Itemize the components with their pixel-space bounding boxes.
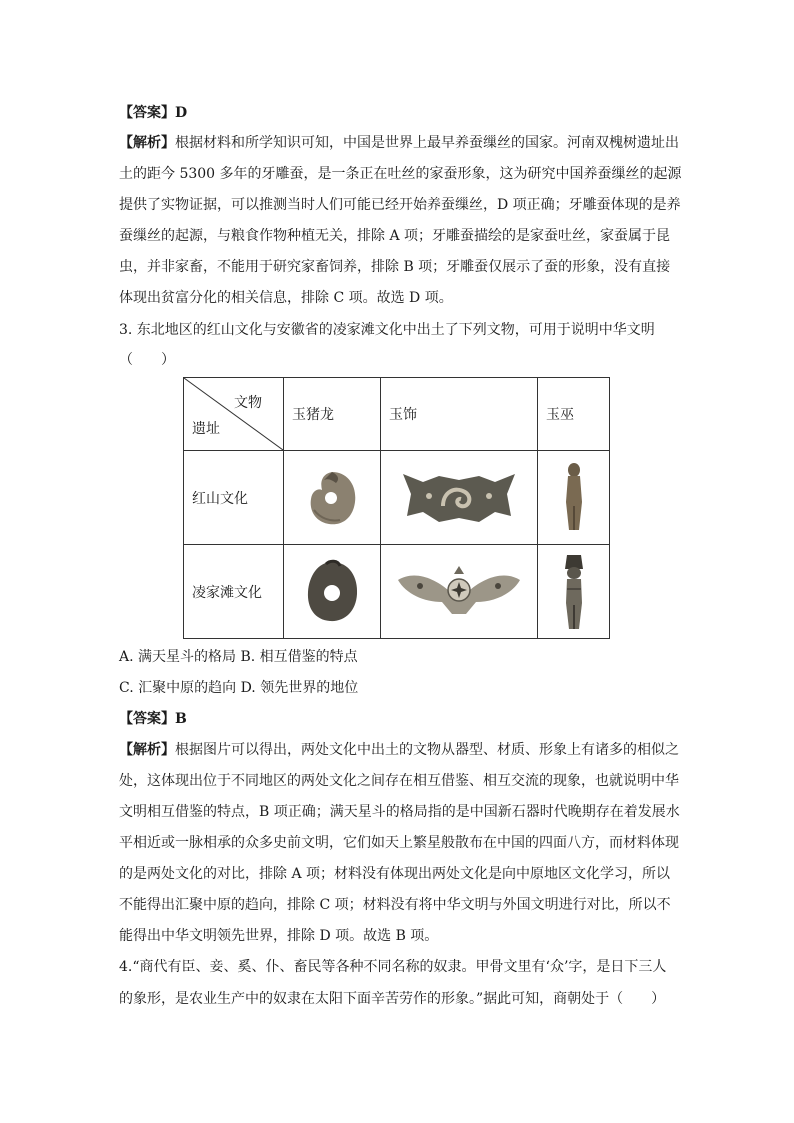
row-label-hongshan: 红山文化 [184,451,284,545]
q3-stem: 3. 东北地区的红山文化与安徽省的凌家滩文化中出土了下列文物，可用于说明中华文明 [119,322,655,338]
lingjiatan-jade-eagle-image [381,545,538,639]
q3-analysis-line-6: 不能得出汇聚中原的趋向，排除 C 项；材料没有将中华文明与外国文明进行对比，所以不 [119,897,671,913]
header-jade-pig-dragon: 玉猪龙 [284,378,381,451]
diagonal-divider [184,378,283,450]
table-row [184,451,610,545]
q3-analysis-line-2: 处，这体现出位于不同地区的两处文化之间存在相互借鉴、相互交流的现象，也就说明中华 [119,773,679,789]
q4-stem-line-1: 4.“商代有臣、妾、奚、仆、畜民等各种不同名称的奴隶。甲骨文里有‘众’字，是日下三人 [119,959,667,975]
analysis-label: 【解析】 [119,135,175,151]
q2-answer: 【答案】D [119,105,188,121]
lingjiatan-jade-shaman-image [538,545,610,639]
hongshan-jade-shaman-image [538,451,610,545]
header-jade-ornament: 玉饰 [381,378,538,451]
q3-analysis-line-4: 平相近或一脉相承的众多史前文明，它们如天上繁星般散布在中国的四面八方，而材料体现 [119,835,679,851]
q3-analysis-line-1: 【解析】根据图片可以得出，两处文化中出土的文物从器型、材质、形象上有诸多的相似之 [119,742,679,758]
q3-options-ab: A. 满天星斗的格局 B. 相互借鉴的特点 [119,649,358,665]
q3-stem-paren: （ ） [119,352,175,368]
q2-analysis-line-3: 提供了实物证据，可以推测当时人们可能已经开始养蚕缫丝，D 项正确；牙雕蚕体现的是养 [119,197,681,213]
corner-label-artifact: 文物 [234,395,262,411]
row-label-lingjiatan: 凌家滩文化 [184,545,284,639]
q3-analysis-line-7: 能得出中华文明领先世界，排除 D 项。故选 B 项。 [119,928,439,944]
hongshan-jade-ornament-image [381,451,538,545]
relics-table [183,377,610,639]
q2-analysis-line-4: 蚕缫丝的起源，与粮食作物种植无关，排除 A 项；牙雕蚕描绘的是家蚕吐丝，家蚕属于昆 [119,228,671,244]
q4-stem-line-2: 的象形，是农业生产中的奴隶在太阳下面辛苦劳作的形象。”据此可知，商朝处于（ ） [119,991,666,1007]
table-header-row [184,378,610,451]
q3-options-cd: C. 汇聚中原的趋向 D. 领先世界的地位 [119,680,359,696]
q3-analysis-line-3: 文明相互借鉴的特点，B 项正确；满天星斗的格局指的是中国新石器时代晚期存在着发展水 [119,804,680,820]
lingjiatan-pig-dragon-image [284,545,381,639]
q3-answer: 【答案】B [119,711,187,727]
table-row [184,545,610,639]
q2-analysis-line-2: 土的距今 5300 多年的牙雕蚕，是一条正在吐丝的家蚕形象，这为研究中国养蚕缫丝的起源 [119,166,682,182]
corner-label-site: 遗址 [192,421,220,437]
table-corner-cell [184,378,284,451]
q3-analysis-line-5: 的是两处文化的对比，排除 A 项；材料没有体现出两处文化是向中原地区文化学习，所以 [119,866,671,882]
q2-analysis-line-1: 【解析】根据材料和所学知识可知，中国是世界上最早养蚕缫丝的国家。河南双槐树遗址出 [119,135,679,151]
q2-analysis-line-6: 体现出贫富分化的相关信息，排除 C 项。故选 D 项。 [119,290,453,306]
header-jade-shaman: 玉巫 [538,378,610,451]
hongshan-pig-dragon-image [284,451,381,545]
analysis-label: 【解析】 [119,742,175,758]
q2-analysis-line-5: 虫，并非家畜，不能用于研究家畜饲养，排除 B 项；牙雕蚕仅展示了蚕的形象，没有直接 [119,259,671,275]
